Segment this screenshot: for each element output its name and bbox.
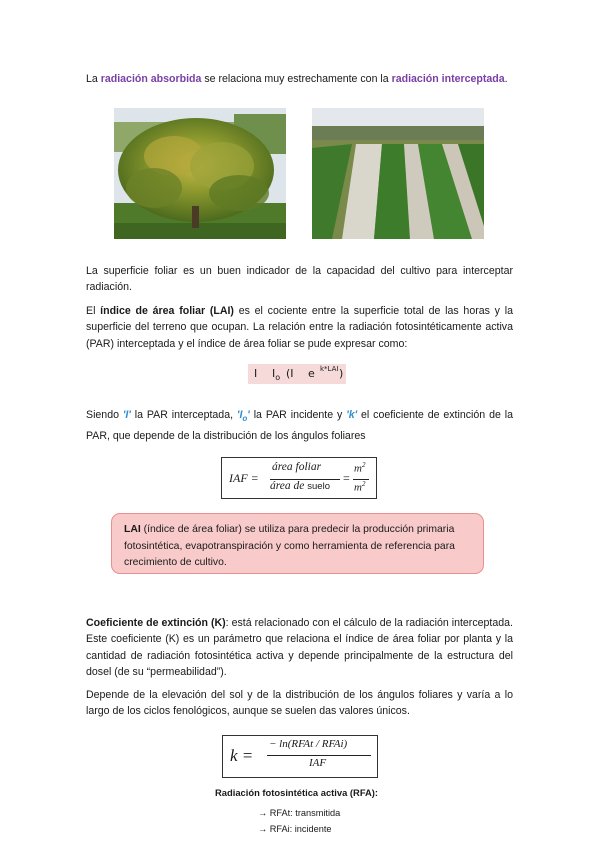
- rfa-title: Radiación fotosintética activa (RFA):: [215, 787, 379, 798]
- crop-field-photo: [312, 108, 484, 239]
- iaf-formula: [221, 457, 377, 499]
- var-k: 'k': [346, 409, 358, 421]
- formula1-close: ): [339, 367, 344, 380]
- formula1-paren: (I: [286, 367, 294, 380]
- k-numerator: − ln(RFAt / RFAi): [269, 738, 348, 750]
- lai-pre: El: [86, 305, 101, 317]
- k-lhs: k =: [230, 746, 254, 765]
- k-denominator: IAF: [309, 757, 327, 769]
- intro-line: [86, 71, 526, 87]
- var-i: 'I': [122, 409, 131, 421]
- k-fraction-line: [267, 755, 371, 756]
- intro-pre: La: [86, 73, 101, 85]
- rfa-item-incidente: → RFAi: incidente: [258, 824, 332, 834]
- iaf-lhs: IAF =: [229, 471, 259, 485]
- intro-mid: se relaciona muy estrechamente con la: [201, 73, 392, 85]
- lai-rest: es el cociente entre la superficie total de las horas y la superficie del terreno que ocupan. La relación entre la radiación fotosintéticamente activa (PAR) interceptada y el índice de área foliar se pude expresar como:: [86, 305, 513, 350]
- iaf-unit-den: $m^2$: [354, 480, 366, 494]
- par-interception-formula: [248, 364, 346, 384]
- term-coeficiente-extincion: Coeficiente de extinción (K): [86, 617, 226, 629]
- paragraph-lai: [86, 303, 513, 352]
- formula1-e: e: [308, 367, 315, 380]
- intro-end: .: [504, 73, 508, 85]
- lai-note-box: [111, 513, 484, 574]
- formula1-exponent: k*LAI: [320, 365, 339, 373]
- iaf-unit-num: $m^2$: [354, 461, 366, 475]
- tree-photo: [114, 108, 286, 239]
- arrow-icon: →: [258, 824, 268, 834]
- term-radiacion-absorbida: radiación absorbida: [100, 73, 202, 85]
- var-io: '$I_o$': [236, 409, 250, 424]
- paragraph-coeficiente: [86, 615, 513, 681]
- term-lai: índice de área foliar (LAI): [100, 305, 234, 317]
- formula1-i: I: [254, 367, 258, 380]
- iaf-denominator: área de suelo: [270, 480, 330, 492]
- iaf-numerator: área foliar: [272, 461, 322, 473]
- iaf-equals: =: [343, 471, 350, 485]
- term-radiacion-interceptada: radiación interceptada: [391, 73, 505, 85]
- rfa-item-transmitida: → RFAt: transmitida: [258, 808, 341, 818]
- arrow-icon: →: [258, 808, 268, 818]
- formula1-io: $I_o$: [272, 367, 281, 382]
- coef-text: : está relacionado con el cálculo de la radiación interceptada. Este coeficiente (K) es un parámetro que relaciona el índice de área foliar por planta y la cantidad de radiación fotosintética activa y depende principalmente de la estructura del dosel (de su “permeabilidad”).: [86, 617, 513, 679]
- paragraph-siendo: Siendo 'I' la PAR interceptada, '$I_o$' la PAR incidente y 'k' el coeficiente de extinción de la PAR, que depende de la distribución de los ángulos foliares: [86, 409, 513, 442]
- paragraph-depende: Depende de la elevación del sol y de la distribución de los ángulos foliares y varía a lo largo de los ciclos fenológicos, aunque se suelen das valores únicos.: [86, 689, 513, 718]
- note-lai: LAI: [124, 524, 141, 535]
- paragraph-surface: La superficie foliar es un buen indicador de la capacidad del cultivo para interceptar radiación.: [86, 265, 513, 294]
- note-text: (índice de área foliar) se utiliza para predecir la producción primaria fotosintética, evapotranspiración y como herramienta de referencia para crecimiento de cultivo.: [124, 524, 455, 568]
- k-formula: [222, 735, 378, 778]
